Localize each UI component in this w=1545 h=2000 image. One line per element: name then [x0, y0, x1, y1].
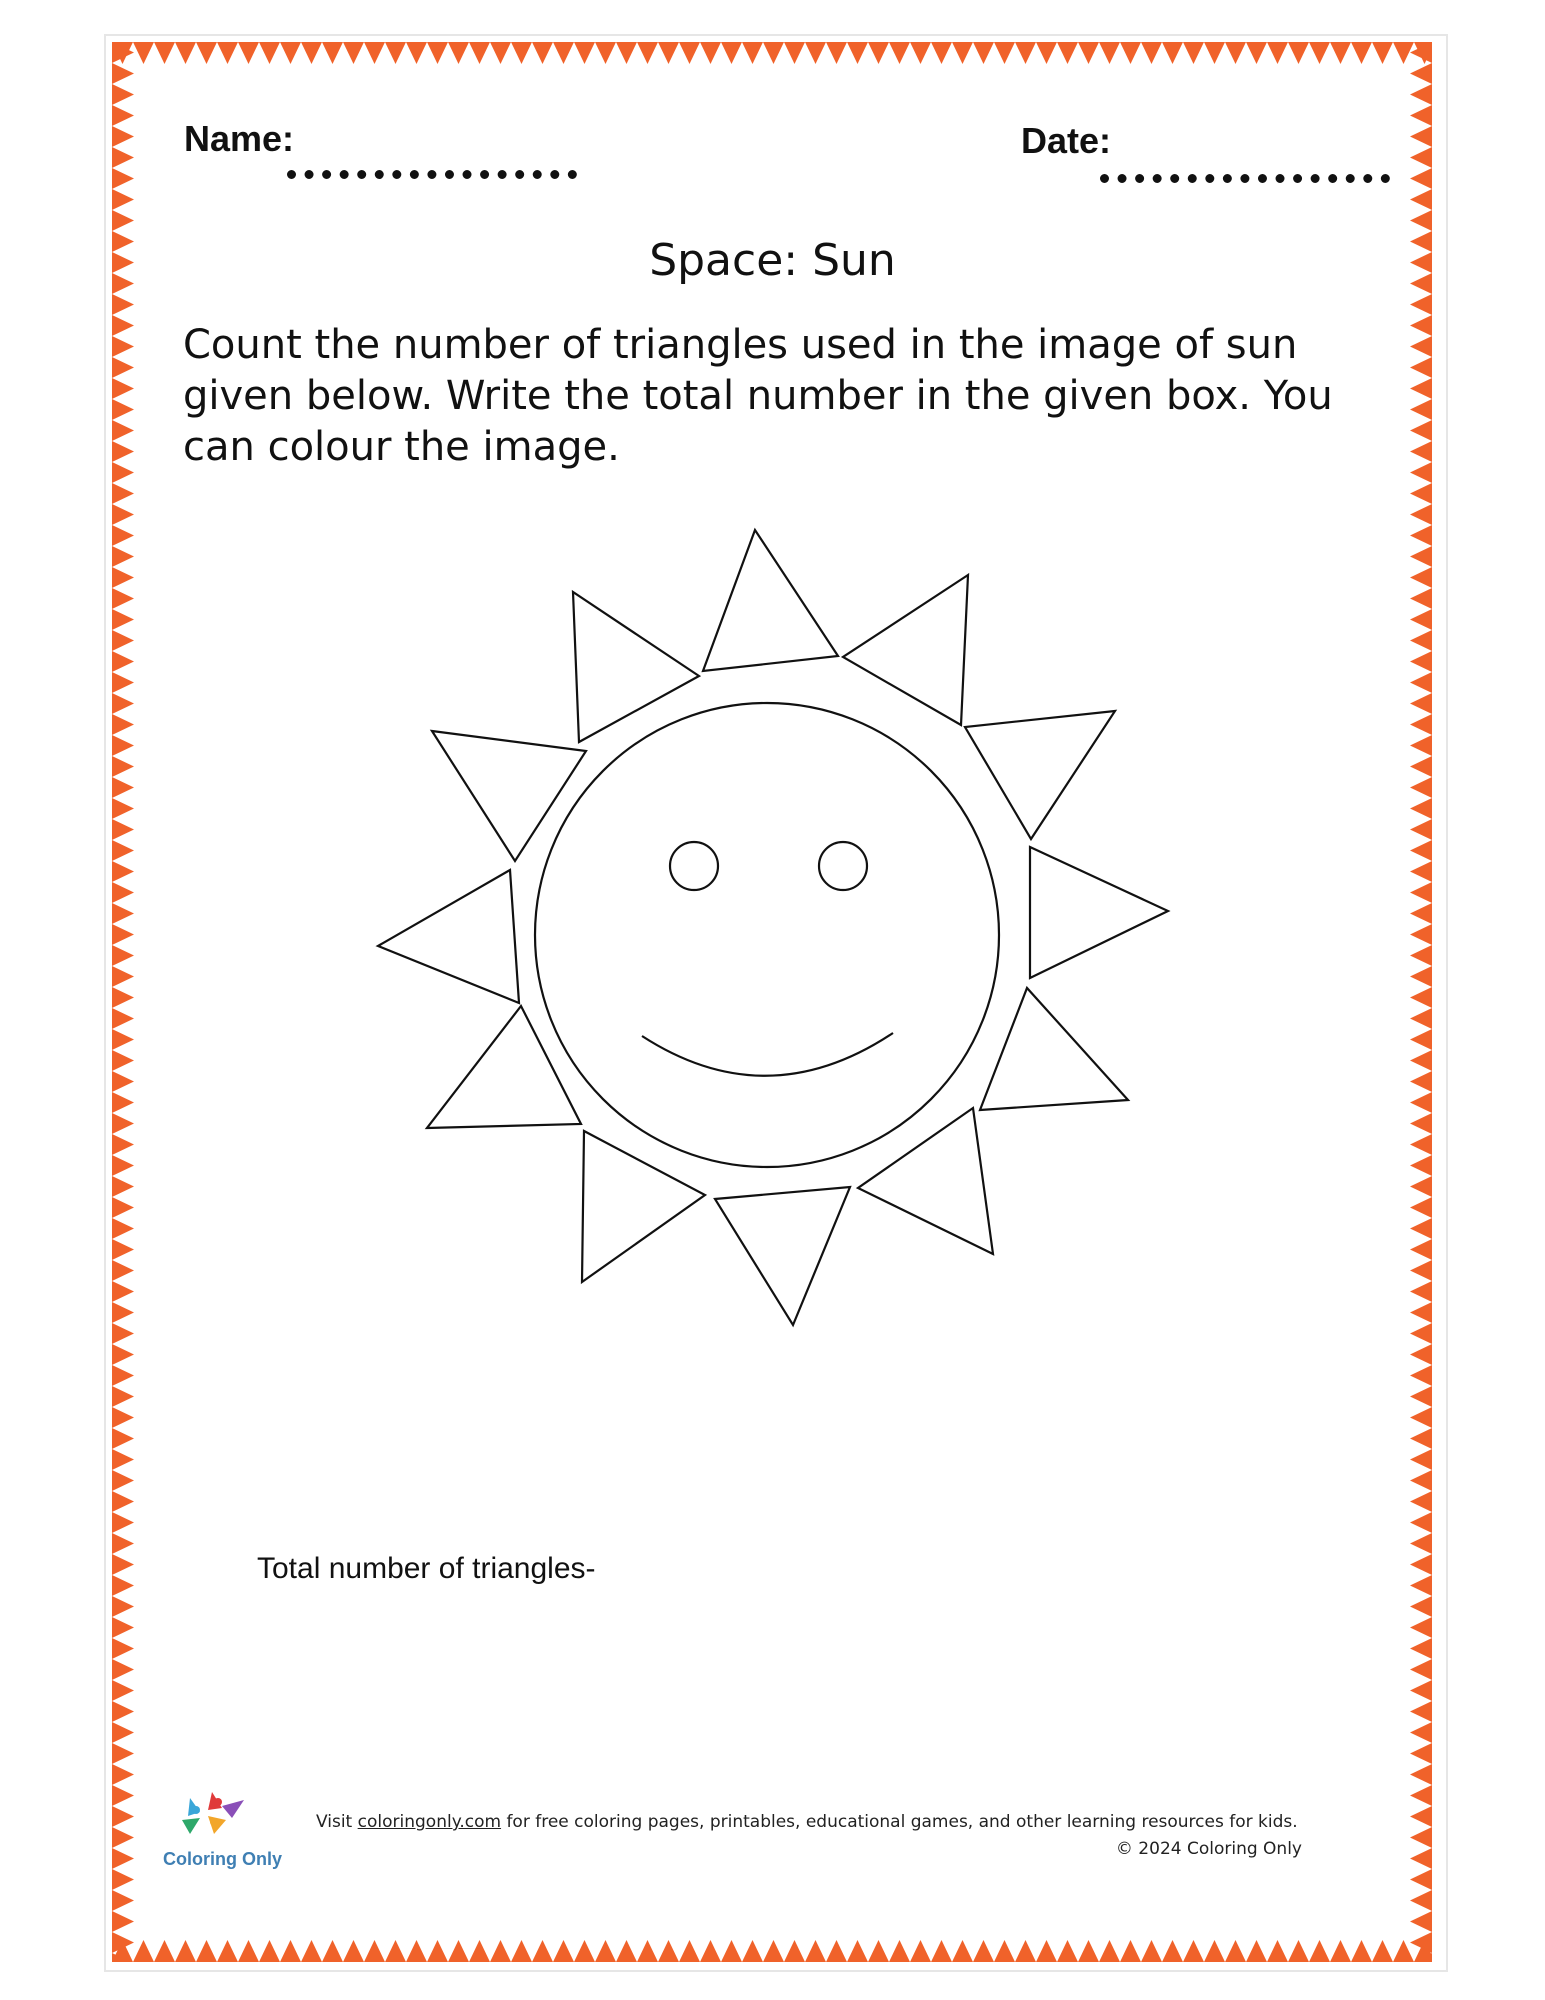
- triangle-ray: [1030, 847, 1168, 978]
- name-label: Name:: [184, 118, 295, 159]
- triangle-ray: [843, 575, 968, 725]
- coloringonly-link[interactable]: coloringonly.com: [357, 1812, 502, 1832]
- footer-visit-text: [316, 1812, 1298, 1832]
- triangle-ray: [715, 1187, 850, 1325]
- triangle-ray: [432, 731, 586, 861]
- triangle-ray: [703, 530, 838, 671]
- footer-copyright: © 2024 Coloring Only: [1115, 1839, 1302, 1859]
- total-triangles-label: Total number of triangles-: [257, 1552, 596, 1585]
- triangle-ray: [427, 1006, 581, 1128]
- triangle-ray: [980, 988, 1128, 1110]
- sun-figure[interactable]: [350, 505, 1190, 1355]
- footer-visit-suffix: for free coloring pages, printables, educational games, and other learning resources for kids.: [501, 1812, 1298, 1832]
- sun-face-circle: [535, 703, 999, 1167]
- triangle-ray: [965, 711, 1115, 839]
- smile-curve: [642, 1033, 893, 1076]
- instructions-text: Count the number of triangles used in the image of sun given below. Write the total number in the given box. You can colour the image.: [183, 322, 1333, 470]
- right-eye-circle: [819, 842, 867, 890]
- logo-text: Coloring Only: [163, 1849, 282, 1869]
- worksheet-title: Space: Sun: [649, 235, 896, 286]
- triangle-ray: [378, 870, 519, 1003]
- left-eye-circle: [670, 842, 718, 890]
- date-blank-line[interactable]: [1100, 166, 1390, 183]
- triangle-ray: [858, 1108, 993, 1254]
- footer-visit-prefix: Visit: [316, 1812, 358, 1832]
- name-blank-line[interactable]: [287, 162, 577, 179]
- date-label: Date:: [1021, 120, 1112, 161]
